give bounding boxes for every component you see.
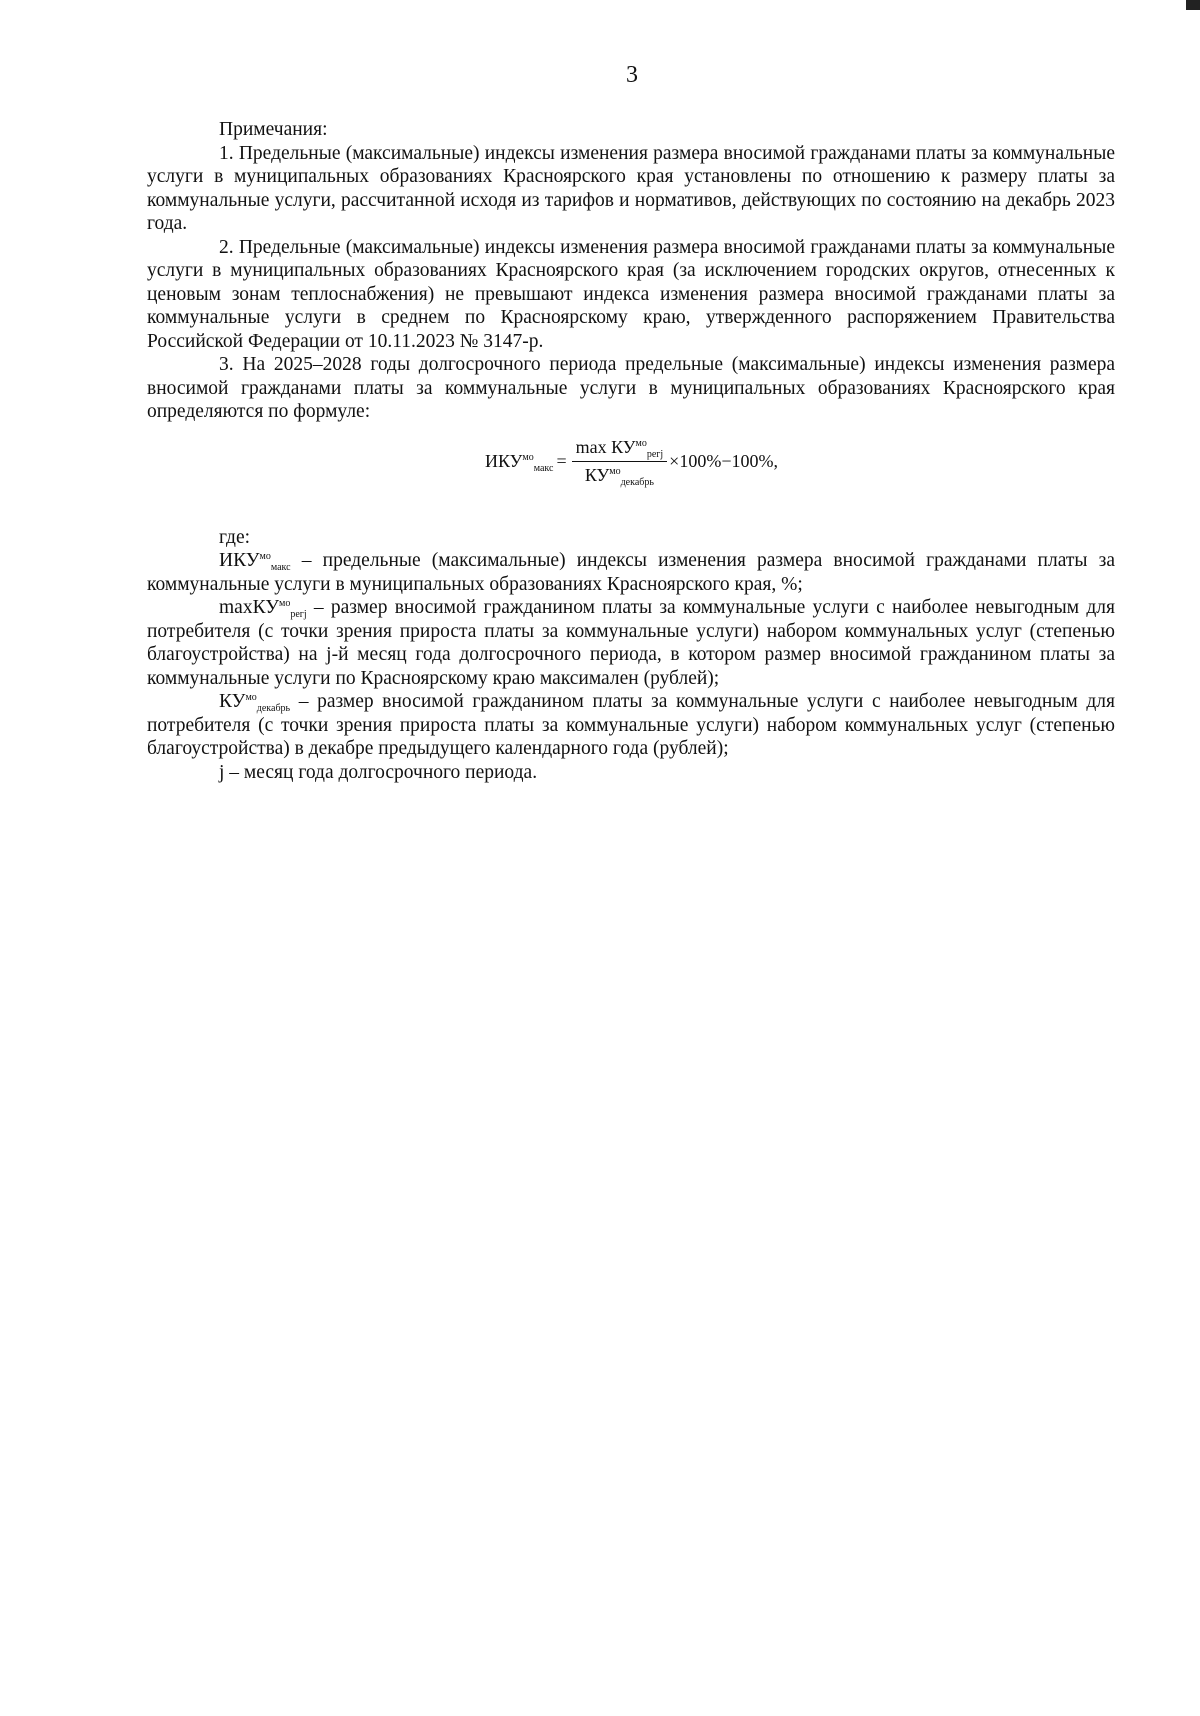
definition-3: $КУ^{мо}_{декабрь}$ – размер вносимой гражданином платы за коммунальные услуги с наиболее невыгодным для потребителя (с точки зрения прироста платы за коммунальные услуги) набором коммунальных услуг (степенью благоустройства) в декабре предыдущего календарного года (рублей);: [147, 691, 1115, 759]
notes-heading: Примечания:: [219, 119, 328, 140]
definition-1: $ИКУ^{мо}_{макс}$ – предельные (максимальные) индексы изменения размера вносимой гражданами платы за коммунальные услуги в муниципальных образованиях Красноярского края, %;: [147, 550, 1115, 595]
formula-denominator: $КУ^{мо}_{декабрь}$: [584, 465, 654, 488]
document-body: [147, 118, 1115, 784]
definition-4: j – месяц года долгосрочного периода.: [219, 761, 538, 783]
formula-tail: ×100%−100%,: [669, 450, 778, 471]
formula: [485, 436, 778, 488]
where-label: где:: [219, 526, 251, 548]
formula-numerator: $\max КУ^{мо}_{регj}$: [572, 436, 668, 463]
page-number: 3: [626, 62, 638, 88]
formula-fraction: [572, 436, 668, 488]
scan-corner-mark: [1186, 0, 1200, 10]
definition-2: maxКУ$^{мо}_{регj}$ – размер вносимой гражданином платы за коммунальные услуги с наиболее невыгодным для потребителя (с точки зрения прироста платы за коммунальные услуги) набором коммунальных услуг (степенью благоустройства) на j-й месяц года долгосрочного периода, в котором размер вносимой гражданином платы за коммунальные услуги по Красноярскому краю максимален (рублей);: [147, 597, 1115, 689]
note-paragraph-3: 3. На 2025–2028 годы долгосрочного периода предельные (максимальные) индексы изменения размера вносимой гражданами платы за коммунальные услуги в муниципальных образованиях Красноярского края определяются по формуле:: [147, 354, 1115, 422]
note-paragraph-2: 2. Предельные (максимальные) индексы изменения размера вносимой гражданами платы за коммунальные услуги в муниципальных образованиях Красноярского края (за исключением городских округов, отнесенных к ценовым зонам теплоснабжения) не превышают индекса изменения размера вносимой гражданами платы за коммунальные услуги в среднем по Красноярскому краю, утвержденного распоряжением Правительства Российской Федерации от 10.11.2023 № 3147-р.: [147, 236, 1115, 352]
formula-equals: =: [556, 450, 567, 471]
formula-lhs: $ИКУ^{мо}_{макс}$: [485, 450, 554, 474]
formula-block: [147, 436, 1115, 506]
note-paragraph-1: 1. Предельные (максимальные) индексы изменения размера вносимой гражданами платы за коммунальные услуги в муниципальных образованиях Красноярского края установлены по отношению к размеру платы за коммунальные услуги, рассчитанной исходя из тарифов и нормативов, действующих по состоянию на декабрь 2023 года.: [147, 142, 1115, 234]
